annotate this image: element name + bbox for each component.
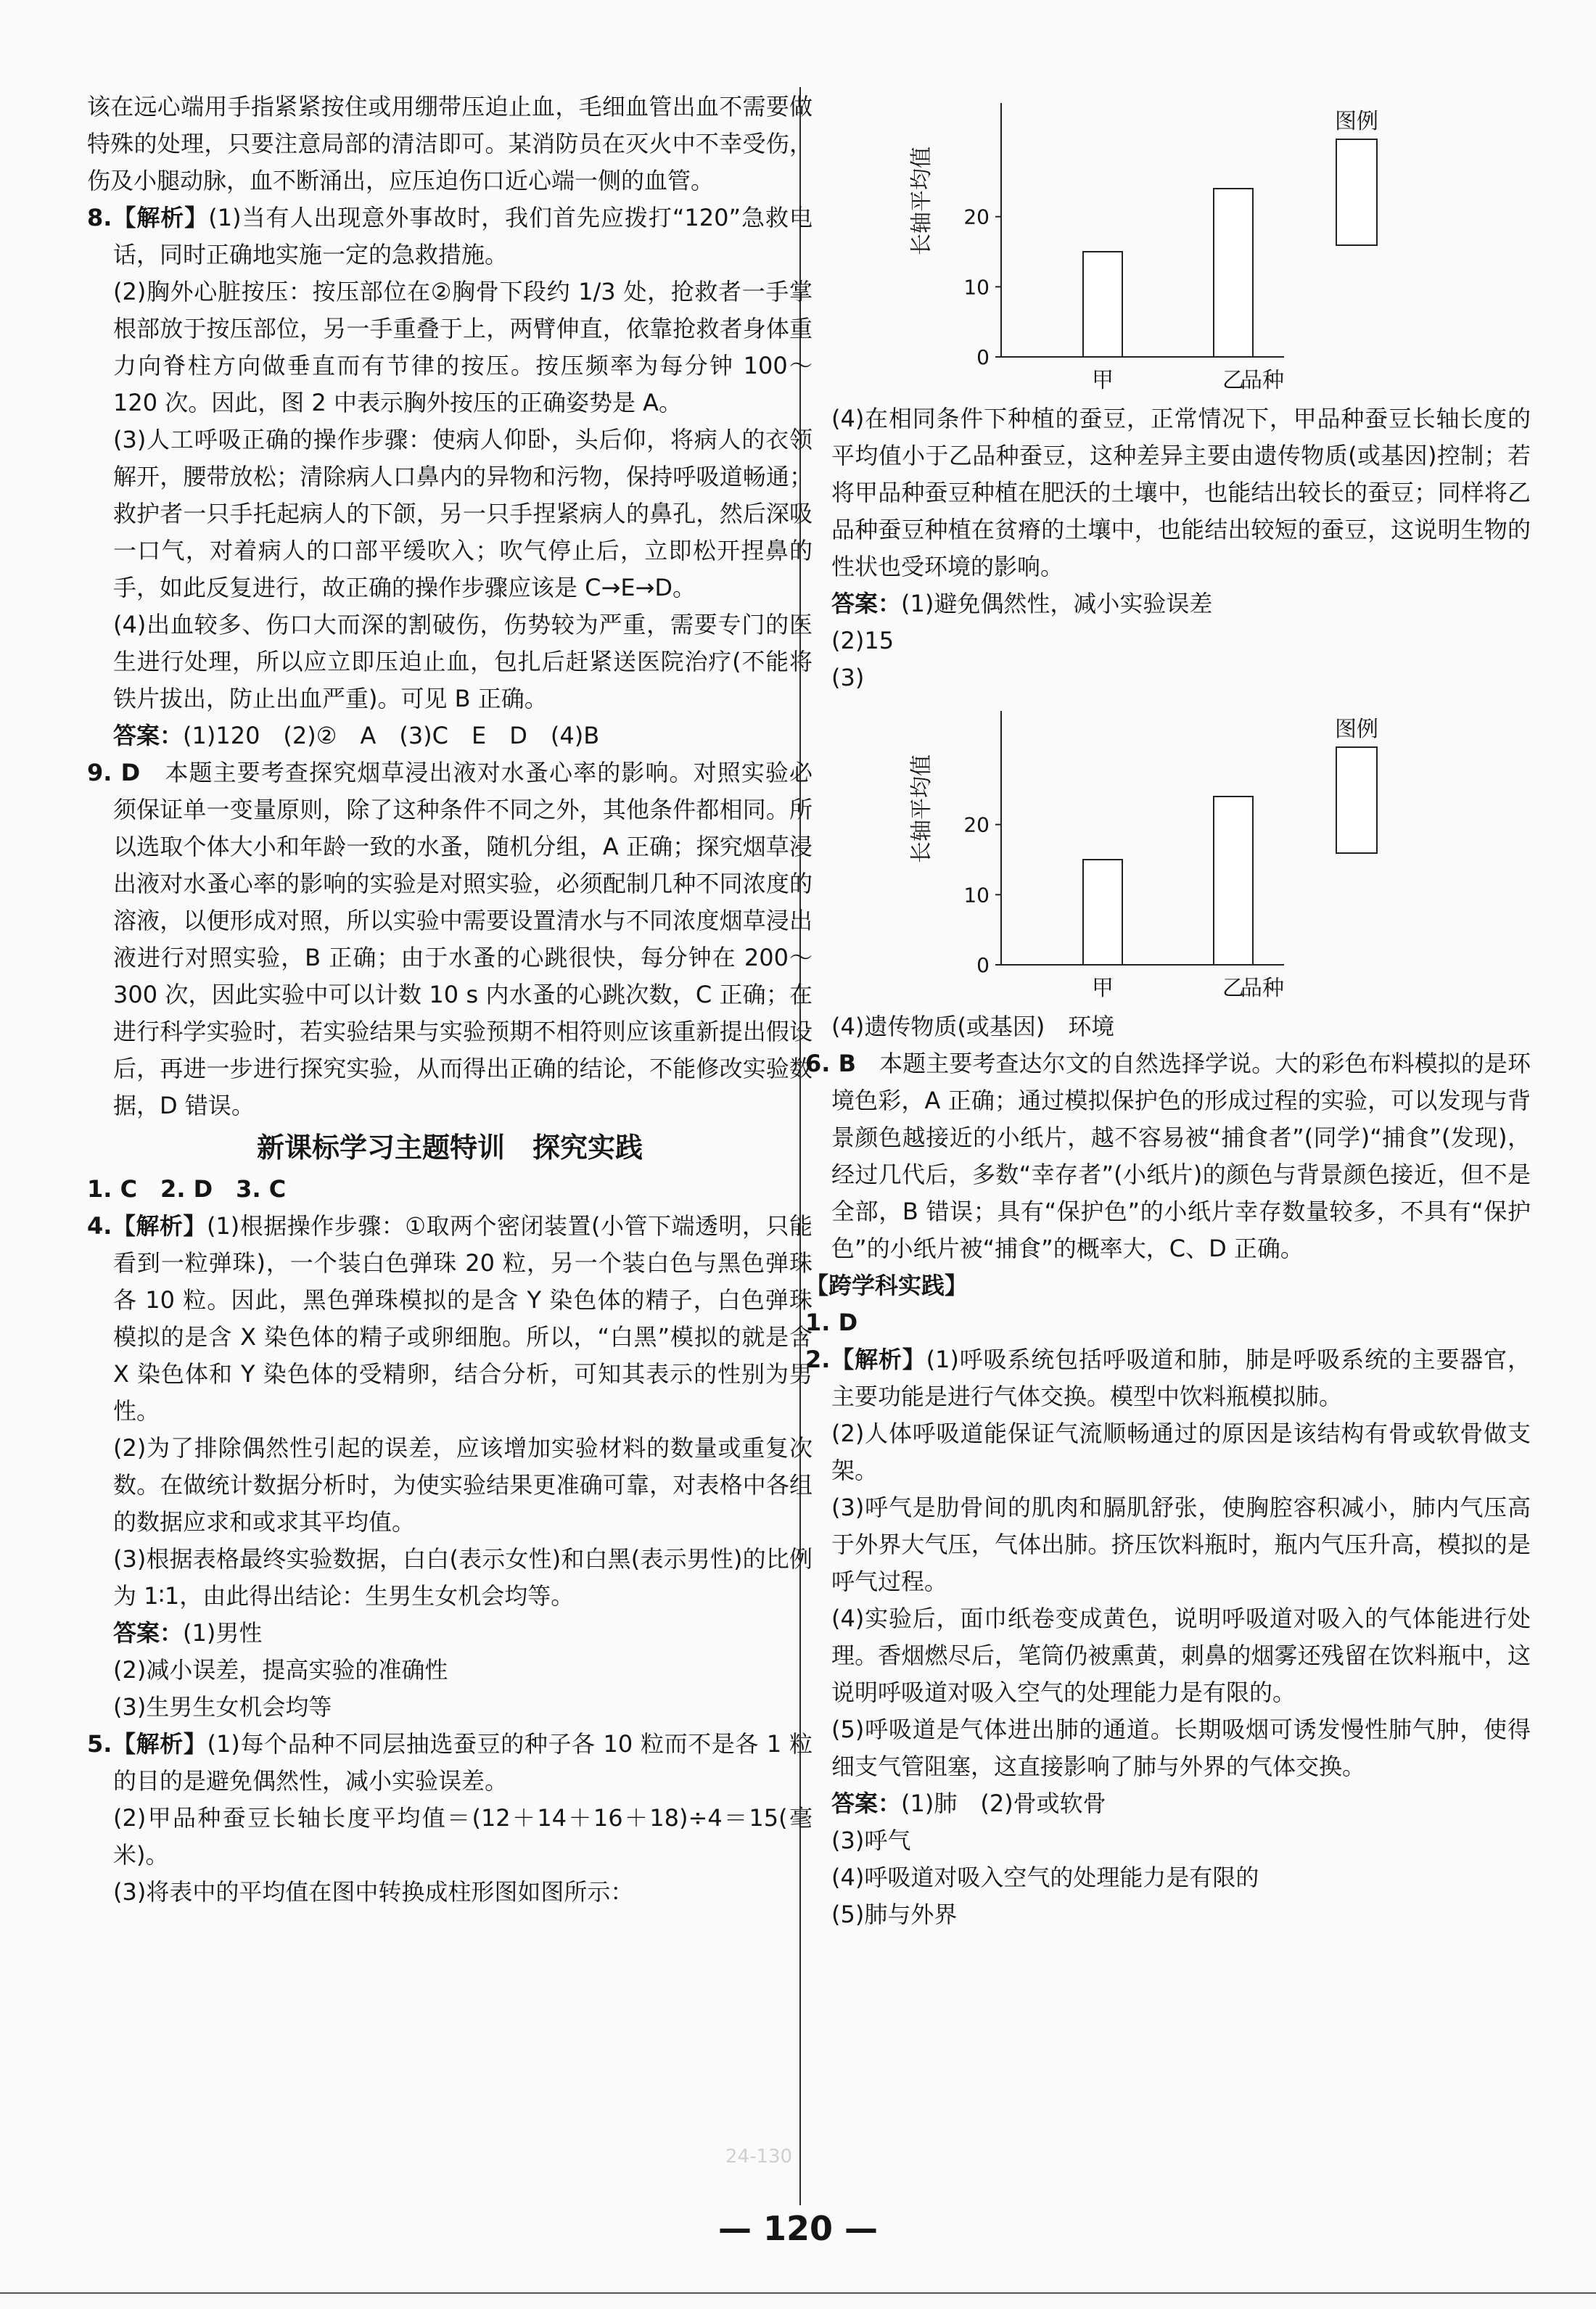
- cross-q2-answer-3: (4)呼吸道对吸入空气的处理能力是有限的: [831, 1864, 1259, 1891]
- cross-q2-analysis-p3: (3)呼气是肋骨间的肌肉和膈肌舒张，使胸腔容积减小，肺内气压高于外界大气压，气体出肺。挤压饮料瓶时，瓶内气压升高，模拟的是呼气过程。: [831, 1494, 1531, 1595]
- q4-analysis-p2: (2)为了排除偶然性引起的误差，应该增加实验材料的数量或重复次数。在做统计数据分析时，为使实验结果更准确可靠，对表格中各组的数据应求和或求其平均值。: [113, 1434, 813, 1536]
- cross-subject-title: 【跨学科实践】: [805, 1272, 968, 1299]
- y-tick-label: 20: [963, 205, 990, 229]
- q8-answer: 答案：(1)120 (2)② A (3)C E D (4)B: [113, 722, 600, 749]
- page-number: — 120 —: [717, 2209, 879, 2248]
- section-title: 新课标学习主题特训 探究实践: [256, 1132, 643, 1164]
- q8-analysis-p3: (3)人工呼吸正确的操作步骤：使病人仰卧，头后仰，将病人的衣领解开，腰带放松；清除病人口鼻内的异物和污物，保持呼吸道畅通；救护者一只手托起病人的下颌，另一只手捏紧病人的鼻孔，然后深吸一口气，对着病人的口部平缓吹入；吹气停止后，立即松开捏鼻的手，如此反复进行，故正确的操作步骤应该是 C→E→D。: [113, 426, 813, 601]
- q5-answer-4: (4)遗传物质(或基因) 环境: [831, 1013, 1115, 1040]
- bar-chart-analysis: [849, 89, 1444, 400]
- q9-analysis: 9. D 本题主要考查探究烟草浸出液对水蚤心率的影响。对照实验必须保证单一变量原则，除了这种条件不同之外，其他条件都相同。所以选取个体大小和年龄一致的水蚤，随机分组，A 正确；探究烟草浸出液对水蚤心率的影响的实验是对照实验，必须配制几种不同浓度的溶液，以便形成对照，所以实验中需要设置清水与不同浓度烟草浸出液进行对照实验，B 正确；由于水蚤的心跳很快，每分钟在 200～300 次，因此实验中可以计数 10 s 内水蚤的心跳次数，C 正确；在进行科学实验时，若实验结果与实验预期不相符则应该重新提出假设后，再进一步进行探究实验，从而得出正确的结论，不能修改实验数据，D 错误。: [87, 759, 813, 1119]
- watermark: 24-130: [725, 2146, 793, 2168]
- y-tick-label: 0: [976, 953, 990, 977]
- left-column: [87, 89, 813, 1911]
- q5-analysis-p4: (4)在相同条件下种植的蚕豆，正常情况下，甲品种蚕豆长轴长度的平均值小于乙品种蚕豆，这种差异主要由遗传物质(或基因)控制；若将甲品种蚕豆种植在肥沃的土壤中，也能结出较长的蚕豆；同样将乙品种蚕豆种植在贫瘠的土壤中，也能结出较短的蚕豆，这说明生物的性状也受环境的影响。: [831, 405, 1531, 580]
- bar-乙: [1214, 189, 1253, 357]
- q4-answer-3: (3)生男生女机会均等: [113, 1693, 332, 1721]
- mc-answers-1-3: 1. C 2. D 3. C: [87, 1175, 287, 1203]
- right-column: [805, 89, 1531, 1933]
- q5-analysis-p1: 5.【解析】(1)每个品种不同层抽选蚕豆的种子各 10 粒而不是各 1 粒的目的是避免偶然性，减小实验误差。: [87, 1730, 813, 1795]
- legend-box: [1336, 139, 1377, 245]
- q4-answer-2: (2)减小误差，提高实验的准确性: [113, 1656, 448, 1684]
- q4-analysis-p3: (3)根据表格最终实验数据，白白(表示女性)和白黑(表示男性)的比例为 1∶1，由此得出结论：生男生女机会均等。: [113, 1545, 813, 1610]
- q8-analysis-p2: (2)胸外心脏按压：按压部位在②胸骨下段约 1/3 处，抢救者一手掌根部放于按压部位，另一手重叠于上，两臂伸直，依靠抢救者身体重力向脊柱方向做垂直而有节律的按压。按压频率为每分钟 100～120 次。因此，图 2 中表示胸外按压的正确姿势是 A。: [113, 278, 813, 416]
- cross-q2-answer-2: (3)呼气: [831, 1827, 911, 1854]
- x-axis-label: 品种: [1241, 976, 1284, 1001]
- x-axis-label: 品种: [1241, 368, 1284, 393]
- cross-q2-analysis-p4: (4)实验后，面巾纸卷变成黄色，说明呼吸道对吸入的气体能进行处理。香烟燃尽后，笔筒仍被熏黄，刺鼻的烟雾还残留在饮料瓶中，这说明呼吸道对吸入空气的处理能力是有限的。: [831, 1605, 1531, 1706]
- bar-甲: [1083, 860, 1122, 965]
- q4-answer-1: 答案：(1)男性: [113, 1619, 263, 1647]
- x-tick-label: 甲: [1092, 368, 1114, 393]
- cross-q2-answer-1: 答案：(1)肺 (2)骨或软骨: [831, 1790, 1106, 1817]
- bar-乙: [1214, 797, 1253, 965]
- y-tick-label: 10: [963, 275, 990, 300]
- legend-title: 图例: [1335, 109, 1378, 134]
- bottom-rule: [0, 2292, 1596, 2294]
- cross-q2-analysis-p1: 2.【解析】(1)呼吸系统包括呼吸道和肺，肺是呼吸系统的主要器官，主要功能是进行气体交换。模型中饮料瓶模拟肺。: [805, 1346, 1531, 1410]
- paragraph-bleeding-continued: 该在远心端用手指紧紧按住或用绷带压迫止血，毛细血管出血不需要做特殊的处理，只要注意局部的清洁即可。某消防员在灭火中不幸受伤，伤及小腿动脉，血不断涌出，应压迫伤口近心端一侧的血管。: [87, 93, 813, 194]
- cross-subject-answer-1: 1. D: [805, 1309, 858, 1336]
- legend-title: 图例: [1335, 717, 1378, 742]
- y-tick-label: 10: [963, 883, 990, 907]
- legend-box: [1336, 747, 1377, 853]
- bar-chart-answer: [849, 696, 1444, 1008]
- q5-answer-1: 答案：(1)避免偶然性，减小实验误差: [831, 590, 1213, 617]
- y-tick-label: 0: [976, 345, 990, 369]
- y-axis-label: 长轴平均值: [909, 147, 934, 255]
- x-tick-label: 乙: [1222, 976, 1244, 1001]
- q8-analysis-p1: 8.【解析】(1)当有人出现意外事故时，我们首先应拨打“120”急救电话，同时正确地实施一定的急救措施。: [87, 204, 813, 268]
- q5-analysis-p2: (2)甲品种蚕豆长轴长度平均值＝(12＋14＋16＋18)÷4＝15(毫米)。: [113, 1804, 813, 1869]
- cross-q2-analysis-p5: (5)呼吸道是气体进出肺的通道。长期吸烟可诱发慢性肺气肿，使得细支气管阻塞，这直接影响了肺与外界的气体交换。: [831, 1716, 1531, 1780]
- q5-answer-2: (2)15: [831, 627, 894, 654]
- cross-q2-answer-4: (5)肺与外界: [831, 1901, 958, 1928]
- q4-analysis-p1: 4.【解析】(1)根据操作步骤：①取两个密闭装置(小管下端透明，只能看到一粒弹珠)，一个装白色弹珠 20 粒，另一个装白色与黑色弹珠各 10 粒。因此，黑色弹珠模拟的是含 Y 染色体的精子，白色弹珠模拟的是含 X 染色体的精子或卵细胞。所以，“白黑”模拟的就是含 X 染色体和 Y 染色体的受精卵，结合分析，可知其表示的性别为男性。: [87, 1212, 813, 1425]
- x-tick-label: 甲: [1092, 976, 1114, 1001]
- cross-q2-analysis-p2: (2)人体呼吸道能保证气流顺畅通过的原因是该结构有骨或软骨做支架。: [831, 1420, 1531, 1484]
- q8-analysis-p4: (4)出血较多、伤口大而深的割破伤，伤势较为严重，需要专门的医生进行处理，所以应立即压迫止血，包扎后赶紧送医院治疗(不能将铁片拔出，防止出血严重)。可见 B 正确。: [113, 611, 813, 712]
- y-tick-label: 20: [963, 812, 990, 837]
- q5-analysis-p3: (3)将表中的平均值在图中转换成柱形图如图所示：: [113, 1878, 634, 1906]
- bar-甲: [1083, 252, 1122, 357]
- y-axis-label: 长轴平均值: [909, 754, 934, 863]
- q6-analysis: 6. B 本题主要考查达尔文的自然选择学说。大的彩色布料模拟的是环境色彩，A 正确；通过模拟保护色的形成过程的实验，可以发现与背景颜色越接近的小纸片，越不容易被“捕食者”(同学)“捕食”(发现)，经过几代后，多数“幸存者”(小纸片)的颜色与背景颜色接近，但不是全部，B 错误；具有“保护色”的小纸片幸存数量较多，不具有“保护色”的小纸片被“捕食”的概率大，C、D 正确。: [805, 1050, 1531, 1262]
- q5-answer-3: (3): [831, 664, 865, 691]
- x-tick-label: 乙: [1222, 368, 1244, 393]
